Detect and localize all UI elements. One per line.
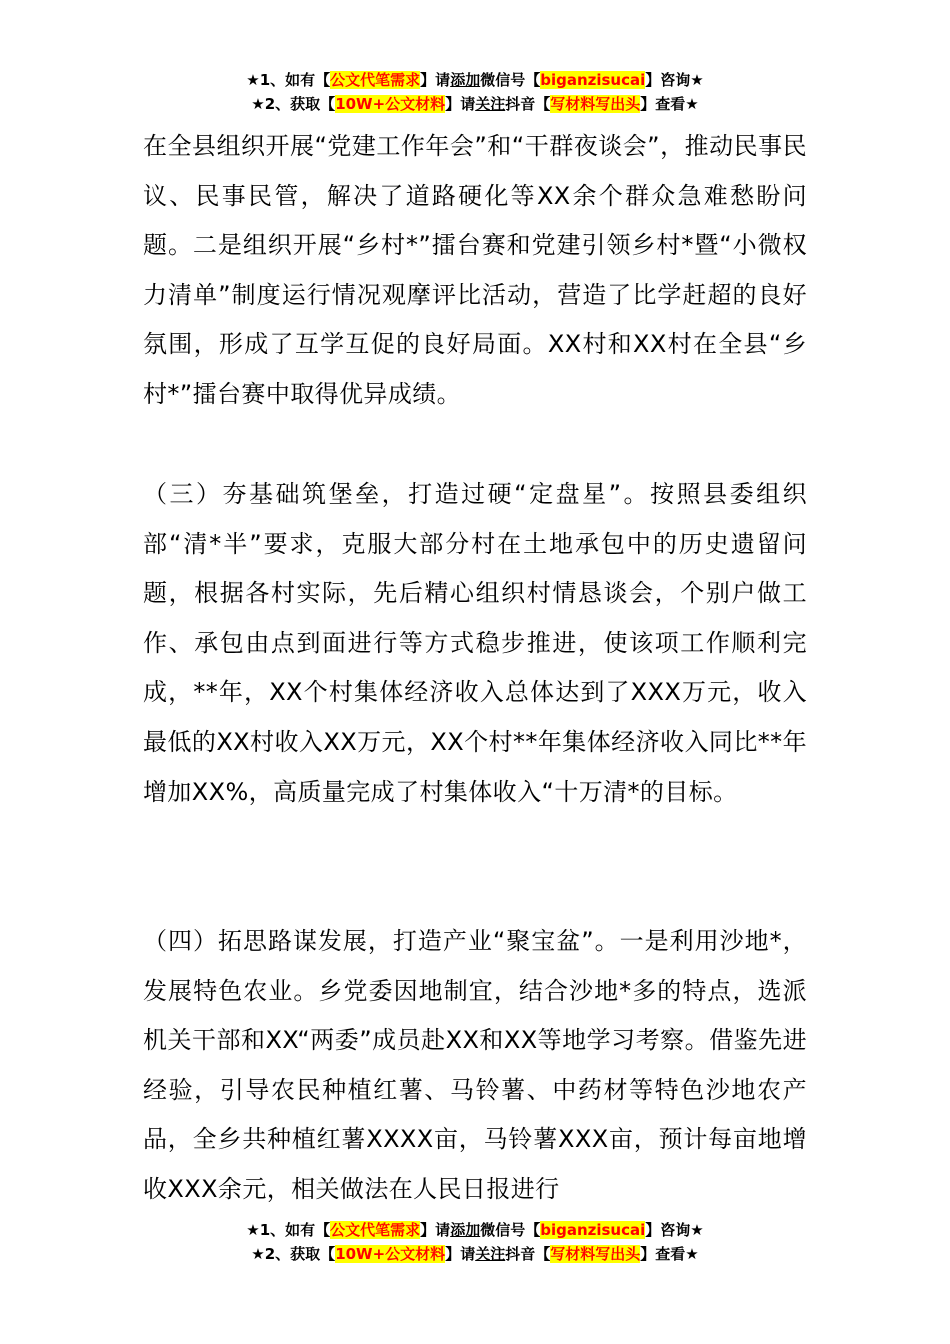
banner-text: 抖音【: [505, 95, 551, 113]
banner-text: 】查看★: [640, 95, 699, 113]
star-icon: ★: [251, 95, 265, 113]
underline-follow: 关注: [475, 1245, 506, 1263]
banner-text: 】查看★: [640, 1245, 699, 1263]
banner-text: 1、如有【: [259, 71, 331, 89]
banner-text: 】请: [420, 71, 451, 89]
banner-text: 微信号【: [480, 1221, 541, 1239]
banner-text: 】咨询★: [645, 1221, 704, 1239]
highlight-douyin-account: 写材料写出头: [550, 95, 641, 113]
body-paragraph-continuation: [143, 122, 807, 420]
banner-line-2: [0, 92, 950, 116]
highlight-douyin-account: 写材料写出头: [550, 1245, 641, 1263]
star-icon: ★: [251, 1245, 265, 1263]
star-icon: ★: [246, 71, 260, 89]
paragraph-text: 在全县组织开展“党建工作年会”和“干群夜谈会”，推动民事民议、民事民管，解决了道路硬化等XX余个群众急难愁盼问题。二是组织开展“乡村*”擂台赛和党建引领乡村*暨“小微权力清单”制度运行情况观摩评比活动，营造了比学赶超的良好氛围，形成了互学互促的良好局面。XX村和XX村在全县“乡村*”擂台赛中取得优异成绩。: [143, 132, 807, 408]
underline-add: 添加: [450, 71, 481, 89]
banner-text: 】咨询★: [645, 71, 704, 89]
banner-line-1: [0, 1218, 950, 1242]
banner-text: 抖音【: [505, 1245, 551, 1263]
banner-text: 】请: [445, 95, 476, 113]
highlight-writing-service: 公文代笔需求: [330, 1221, 421, 1239]
highlight-wechat-id: biganzisucai: [540, 71, 646, 89]
banner-line-1: [0, 68, 950, 92]
banner-text: 2、获取【: [264, 1245, 336, 1263]
paragraph-text: （四）拓思路谋发展，打造产业“聚宝盆”。一是利用沙地*，发展特色农业。乡党委因地制宜，结合沙地*多的特点，选派机关干部和XX“两委”成员赴XX和XX等地学习考察。借鉴先进经验，引导农民种植红薯、马铃薯、中药材等特色沙地农产品，全乡共种植红薯XXXX亩，马铃薯XXX亩，预计每亩地增收XXX余元，相关做法在人民日报进行: [143, 927, 807, 1203]
footer-banner: [0, 1218, 950, 1266]
paragraph-text: （三）夯基础筑堡垒，打造过硬“定盘星”。按照县委组织部“清*半”要求，克服大部分村在土地承包中的历史遗留问题，根据各村实际，先后精心组织村情恳谈会，个别户做工作、承包由点到面进行等方式稳步推进，使该项工作顺利完成，**年，XX个村集体经济收入总体达到了XXX万元，收入最低的XX村收入XX万元，XX个村**年集体经济收入同比**年增加XX%，高质量完成了村集体收入“十万清*的目标。: [143, 480, 807, 806]
highlight-wechat-id: biganzisucai: [540, 1221, 646, 1239]
banner-text: 】请: [445, 1245, 476, 1263]
star-icon: ★: [246, 1221, 260, 1239]
highlight-materials: 10W+公文材料: [335, 95, 446, 113]
underline-add: 添加: [450, 1221, 481, 1239]
banner-text: 】请: [420, 1221, 451, 1239]
banner-text: 微信号【: [480, 71, 541, 89]
banner-line-2: [0, 1242, 950, 1266]
highlight-writing-service: 公文代笔需求: [330, 71, 421, 89]
body-paragraph-section-3: [143, 470, 807, 817]
banner-text: 1、如有【: [259, 1221, 331, 1239]
header-banner: [0, 68, 950, 116]
highlight-materials: 10W+公文材料: [335, 1245, 446, 1263]
body-paragraph-section-4: [143, 917, 807, 1215]
underline-follow: 关注: [475, 95, 506, 113]
banner-text: 2、获取【: [264, 95, 336, 113]
